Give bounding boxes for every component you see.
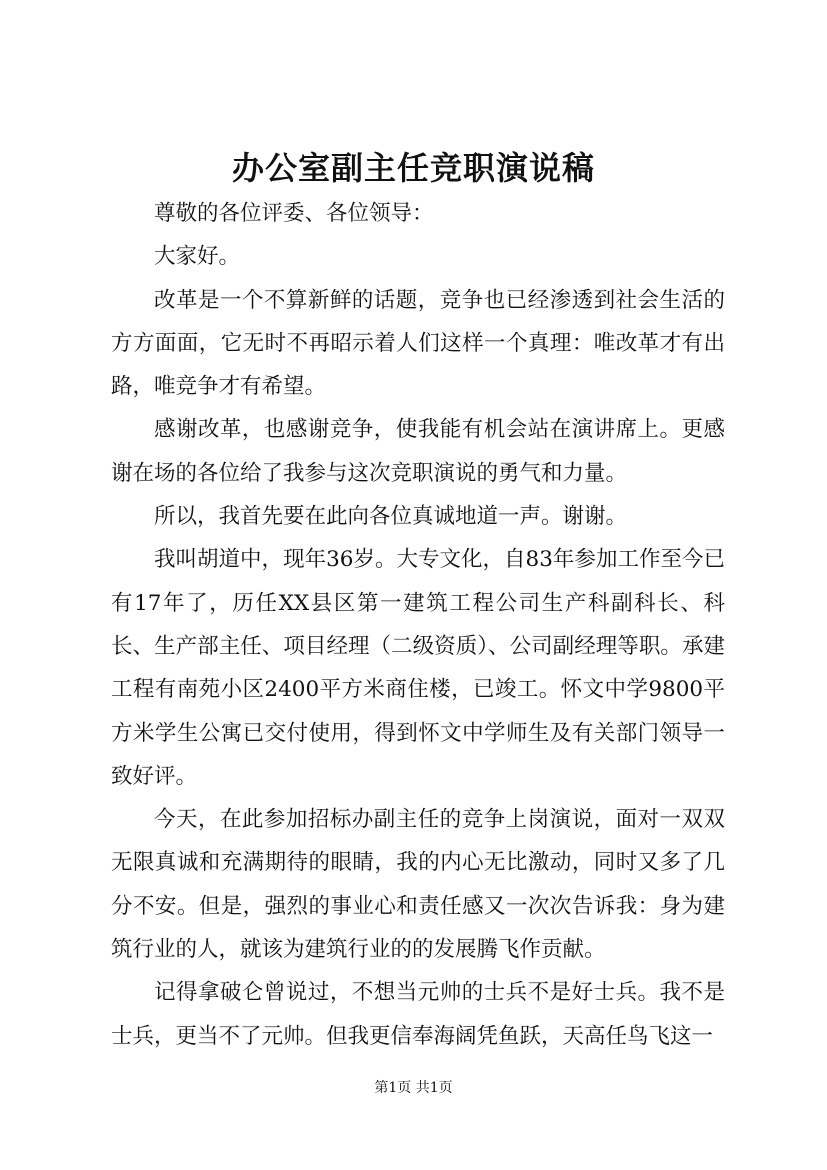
paragraph: 改革是一个不算新鲜的话题，竞争也已经渗透到社会生活的方方面面，它无时不再昭示着人们这样一个真理：唯改革才有出路，唯竞争才有希望。 xyxy=(111,287,725,400)
document-title: 办公室副主任竞职演说稿 xyxy=(231,149,595,187)
paragraph: 我叫胡道中，现年36岁。大专文化，自83年参加工作至今已有17年了，历任XX县区第一建筑工程公司生产科副科长、科长、生产部主任、项目经理（二级资质）、公司副经理等职。承建工程有南苑小区2400平方米商住楼，已竣工。怀文中学9800平方米学生公寓已交付使用，得到怀文中学师生及有关部门领导一致好评。 xyxy=(111,547,725,789)
page-footer: 第1页 共1页 xyxy=(374,1080,453,1096)
paragraph: 记得拿破仑曾说过，不想当元帅的士兵不是好士兵。我不是士兵，更当不了元帅。但我更信奉海阔凭鱼跃，天高任鸟飞这一 xyxy=(111,980,725,1049)
document-body xyxy=(111,192,725,1058)
paragraph: 所以，我首先要在此向各位真诚地道一声。谢谢。 xyxy=(154,504,628,530)
paragraph: 感谢改革，也感谢竞争，使我能有机会站在演讲席上。更感谢在场的各位给了我参与这次竞职演说的勇气和力量。 xyxy=(111,417,725,486)
paragraph: 今天，在此参加招标办副主任的竞争上岗演说，面对一双双无限真诚和充满期待的眼睛，我的内心无比激动，同时又多了几分不安。但是，强烈的事业心和责任感又一次次告诉我：身为建筑行业的人，就该为建筑行业的的发展腾飞作贡献。 xyxy=(111,807,725,963)
paragraph-salutation: 尊敬的各位评委、各位领导： xyxy=(154,201,434,226)
paragraph-greeting: 大家好。 xyxy=(154,244,241,270)
